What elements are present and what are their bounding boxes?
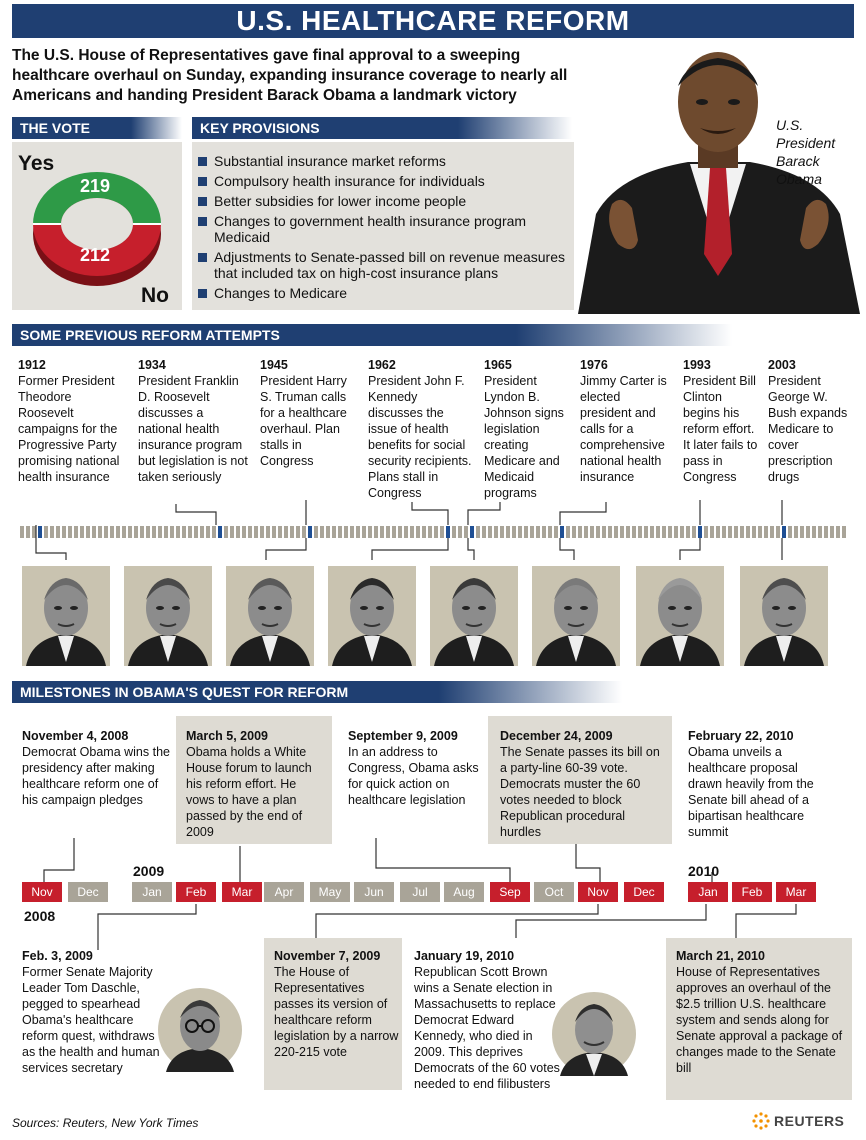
attempt-1962 xyxy=(368,358,472,501)
milestone-text: The House of Representatives passes its version of healthcare reform legislation by a narrow 220-215 vote xyxy=(274,965,399,1059)
milestone-text: Former Senate Majority Leader Tom Daschle, pegged to spearhead Obama's healthcare reform quest, withdraws as the health and human services secretary xyxy=(22,965,160,1075)
lede-text: The U.S. House of Representatives gave final approval to a sweeping healthcare overhaul on Sunday, expanding insurance coverage to nearly all Americans and handing President Barack Obama a landmark victory xyxy=(12,47,568,104)
milestone-date: November 7, 2009 xyxy=(274,949,381,963)
attempt-2003 xyxy=(768,358,850,485)
attempt-year: 1945 xyxy=(260,358,288,372)
month-nov-0: Nov xyxy=(22,882,62,902)
photo-caption: U.S. President Barack Obama xyxy=(776,117,836,187)
milestone-text: House of Representatives approves an overhaul of the $2.5 trillion U.S. healthcare system and sends along for Senate approval a package of changes made to the Senate bill xyxy=(676,965,843,1075)
milestone-date: Feb. 3, 2009 xyxy=(22,949,93,963)
milestone-feb2010 xyxy=(688,728,830,840)
attempt-text: Former President Theodore Roosevelt campaigns for the Progressive Party promising national health insurance xyxy=(18,374,120,484)
attempt-1965 xyxy=(484,358,572,501)
month-aug-9: Aug xyxy=(444,882,484,902)
provision-item: Substantial insurance market reforms xyxy=(198,153,570,169)
milestone-mar2009 xyxy=(186,728,326,840)
month-jun-7: Jun xyxy=(354,882,394,902)
reuters-logo xyxy=(752,1112,844,1130)
attempt-1912 xyxy=(18,358,130,485)
milestone-date: September 9, 2009 xyxy=(348,729,458,743)
milestone-sep2009 xyxy=(348,728,480,808)
portrait-clinton xyxy=(636,566,724,666)
month-nov-12: Nov xyxy=(578,882,618,902)
daschle-portrait xyxy=(158,988,242,1072)
provision-item: Adjustments to Senate-passed bill on revenue measures that included tax on high-cost insurance plans xyxy=(198,249,570,281)
portrait-f-roosevelt xyxy=(124,566,212,666)
attempt-1993 xyxy=(683,358,761,485)
month-may-6: May xyxy=(310,882,350,902)
milestone-text: Republican Scott Brown wins a Senate election in Massachusetts to replace Democrat Edward Kennedy, who died in 2009. This deprives Democrats of the 60 votes needed to end filibusters xyxy=(414,965,560,1091)
portrait-t-roosevelt xyxy=(22,566,110,666)
attempt-year: 1934 xyxy=(138,358,166,372)
provision-item: Compulsory health insurance for individuals xyxy=(198,173,570,189)
milestone-dec2009 xyxy=(500,728,666,840)
month-oct-11: Oct xyxy=(534,882,574,902)
milestone-date: March 21, 2010 xyxy=(676,949,765,963)
provisions-list xyxy=(198,153,570,305)
vote-no-label: No xyxy=(141,284,169,307)
attempt-1976 xyxy=(580,358,674,485)
attempt-year: 1912 xyxy=(18,358,46,372)
milestone-text: In an address to Congress, Obama asks for quick action on healthcare legislation xyxy=(348,745,479,807)
portrait-truman xyxy=(226,566,314,666)
attempts-header: SOME PREVIOUS REFORM ATTEMPTS xyxy=(12,324,732,346)
portrait-carter xyxy=(532,566,620,666)
month-mar-16: Mar xyxy=(776,882,816,902)
attempt-year: 1962 xyxy=(368,358,396,372)
milestone-date: November 4, 2008 xyxy=(22,729,129,743)
attempt-text: Jimmy Carter is elected president and calls for a comprehensive national health insurance xyxy=(580,374,667,484)
milestone-date: January 19, 2010 xyxy=(414,949,515,963)
portrait-johnson xyxy=(430,566,518,666)
brown-portrait xyxy=(552,992,636,1076)
milestone-jan2010 xyxy=(414,948,564,1092)
attempts-timeline xyxy=(0,500,866,562)
attempt-text: President Lyndon B. Johnson signs legislation creating Medicare and Medicaid programs xyxy=(484,374,564,500)
month-jan-14: Jan xyxy=(688,882,728,902)
sources-note: Sources: Reuters, New York Times xyxy=(12,1116,199,1130)
attempt-year: 2003 xyxy=(768,358,796,372)
provision-item: Changes to Medicare xyxy=(198,285,570,301)
vote-header: THE VOTE xyxy=(12,117,182,139)
vote-yes-label: Yes xyxy=(18,152,55,175)
attempt-text: President John F. Kennedy discusses the issue of health benefits for social security recipients. Plans stall in Congress xyxy=(368,374,472,500)
vote-yes-count: 219 xyxy=(79,176,111,196)
attempt-text: President Bill Clinton begins his reform effort. It later fails to pass in Congress xyxy=(683,374,758,484)
milestone-text: The Senate passes its bill on a party-line 60-39 vote. Democrats muster the 60 votes needed to block Republican procedural hurdles xyxy=(500,745,660,839)
month-apr-5: Apr xyxy=(264,882,304,902)
vote-no-count: 212 xyxy=(79,245,111,265)
attempt-year: 1993 xyxy=(683,358,711,372)
milestone-text: Obama unveils a healthcare proposal drawn heavily from the Senate bill ahead of a bipartisan healthcare summit xyxy=(688,745,814,839)
attempt-1945 xyxy=(260,358,358,469)
month-jul-8: Jul xyxy=(400,882,440,902)
attempt-text: President Harry S. Truman calls for a healthcare overhaul. Plan stalls in Congress xyxy=(260,374,347,468)
provision-item: Changes to government health insurance program Medicaid xyxy=(198,213,570,245)
reuters-credit: REUTERS xyxy=(774,1113,845,1129)
reuters-dots-icon xyxy=(752,1112,770,1130)
attempt-text: President George W. Bush expands Medicare to cover prescription drugs xyxy=(768,374,848,484)
attempt-1934 xyxy=(138,358,250,485)
milestone-date: February 22, 2010 xyxy=(688,729,794,743)
milestone-feb2009 xyxy=(22,948,164,1076)
month-mar-4: Mar xyxy=(222,882,262,902)
portrait-kennedy xyxy=(328,566,416,666)
month-jan-2: Jan xyxy=(132,882,172,902)
attempt-year: 1976 xyxy=(580,358,608,372)
month-feb-15: Feb xyxy=(732,882,772,902)
attempt-year: 1965 xyxy=(484,358,512,372)
milestone-date: March 5, 2009 xyxy=(186,729,268,743)
month-sep-10: Sep xyxy=(490,882,530,902)
milestone-nov2008 xyxy=(22,728,172,808)
milestone-mar2010 xyxy=(676,948,848,1076)
month-dec-1: Dec xyxy=(68,882,108,902)
provision-item: Better subsidies for lower income people xyxy=(198,193,570,209)
milestone-nov2009 xyxy=(274,948,400,1060)
month-dec-13: Dec xyxy=(624,882,664,902)
milestones-header: MILESTONES IN OBAMA'S QUEST FOR REFORM xyxy=(12,681,622,703)
portrait-bush xyxy=(740,566,828,666)
attempt-text: President Franklin D. Roosevelt discusses a national health insurance program but legislation is not taken seriously xyxy=(138,374,248,484)
provisions-header: KEY PROVISIONS xyxy=(192,117,572,139)
page-title: U.S. HEALTHCARE REFORM xyxy=(12,4,854,38)
milestone-text: Democrat Obama wins the presidency after making healthcare reform one of his campaign pledges xyxy=(22,745,170,807)
year-2010-label: 2010 xyxy=(688,863,720,879)
milestone-text: Obama holds a White House forum to launch his reform effort. He vows to have a plan passed by the end of 2009 xyxy=(186,745,312,839)
year-2009-label: 2009 xyxy=(133,863,165,879)
month-feb-3: Feb xyxy=(176,882,216,902)
year-2008-label: 2008 xyxy=(24,908,56,924)
milestone-date: December 24, 2009 xyxy=(500,729,613,743)
